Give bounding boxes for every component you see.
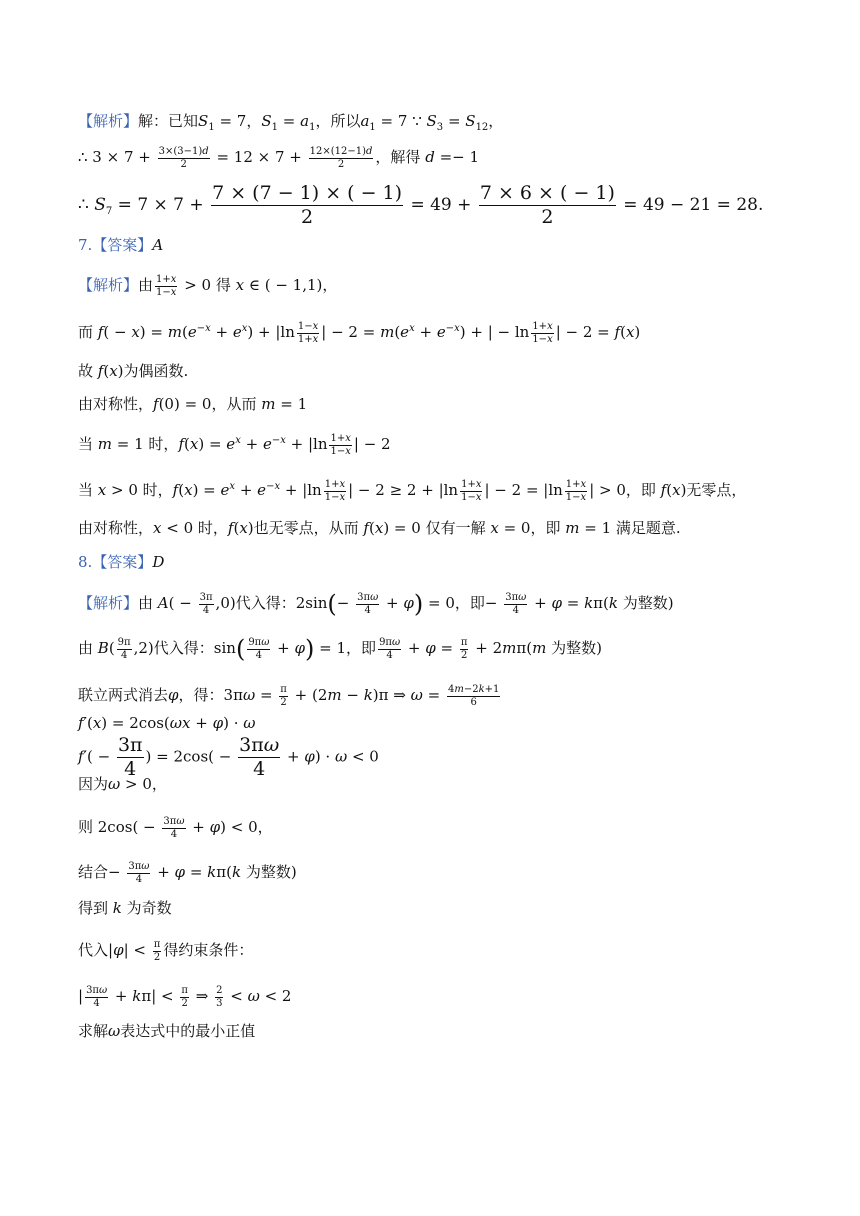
- solution-line-10: 当 x > 0 时，$f(x) = e^x + e^{-x} + |\ln$ $\frac{1+x}{1-x}$ | − 2 ≥ 2 + |ln $\frac{1+x}{1-x}$ | − 2 = |ln $\frac{1+x}{1-x}$ | > 0，即 f(x)无零点，: [78, 479, 747, 503]
- solution-line-14: 由 B( $\frac{9\pi}{4}$ ,2)代入得：sin( $\frac{9\pi\omega}{4}$ + φ) = 1，即 $\frac{9\pi\omega}{4}$ + φ = $\frac{\pi}{2}$ + 2mπ(m 为整数): [78, 635, 602, 663]
- solution-line-22: 代入|φ| < $\frac{\pi}{2}$ 得约束条件：: [78, 939, 254, 963]
- answer-8: 8.【答案】D: [78, 553, 165, 571]
- solution-line-5: 【解析】由 $\frac{1+x}{1-x}$ > 0 得 x ∈ ( − 1,1)，: [78, 274, 338, 298]
- solution-line-23: | $\frac{3\pi\omega}{4}$ + kπ| < $\frac{\pi}{2}$ ⇒ $\frac{2}{3}$ < ω < 2: [78, 985, 292, 1009]
- solution-line-6: 而 $f( - x) = m(e^{-x} + e^x) + |\ln$ $\frac{1-x}{1+x}$ | − $2 = m(e^x + e^{-x})$ + | − ln $\frac{1+x}{1-x}$ | − 2 = f(x): [78, 321, 641, 345]
- solution-line-21: 得到 k 为奇数: [78, 899, 172, 917]
- solution-line-20: 结合− $\frac{3\pi\omega}{4}$ + φ = kπ(k 为整数): [78, 861, 297, 885]
- answer-7: 7.【答案】A: [78, 236, 164, 254]
- solution-line-17: f′( − $\frac{3\pi}{4}$ ) = 2cos( − $\frac{3\pi\omega}{4}$ + φ) · ω < 0: [78, 734, 379, 780]
- solution-line-16: f′(x) = 2cos(ωx + φ) · ω: [78, 714, 256, 732]
- solution-line-24: 求解ω表达式中的最小正值: [78, 1022, 256, 1040]
- solution-line-9: 当 m = 1 时，$f(x) = e^x + e^{-x} + |\ln$ $\frac{1+x}{1-x}$ | − 2: [78, 433, 391, 457]
- solution-line-3: ∴ $S_7 = 7 \times 7$ + $\frac{7 \times (7 - 1) \times ( - 1)}{2}$ = 49 + $\frac{7 \times 6 \times ( - 1)}{2}$ = 49 − 21 = 28.: [78, 182, 764, 228]
- solution-line-13: 【解析】由 A( − $\frac{3\pi}{4}$ ,0)代入得：2sin(− $\frac{3\pi\omega}{4}$ + φ) = 0，即− $\frac{3\pi\omega}{4}$ + φ = kπ(k 为整数): [78, 590, 674, 618]
- solution-line-1: 【解析】解：已知$S_1 = 7$，$S_1 = a_1$，所以$a_1 = 7$ ∵ $S_3 = S_{12}$，: [78, 112, 504, 133]
- solution-line-7: 故 f(x)为偶函数.: [78, 362, 189, 380]
- solution-line-15: 联立两式消去φ，得：3πω = $\frac{\pi}{2}$ + (2m − k)π ⇒ ω = $\frac{4m-2k+1}{6}$: [78, 684, 500, 708]
- solution-line-18: 因为ω > 0，: [78, 775, 167, 793]
- solution-line-11: 由对称性，x < 0 时，f(x)也无零点，从而 f(x) = 0 仅有一解 x = 0，即 m = 1 满足题意.: [78, 519, 681, 537]
- solution-line-19: 则 2cos( − $\frac{3\pi\omega}{4}$ + φ) < 0，: [78, 816, 273, 840]
- solution-line-2: ∴ 3 × 7 + $\frac{3\times(3-1)d}{2}$ = 12 × 7 + $\frac{12\times(12-1)d}{2}$ ，解得 d =− 1: [78, 146, 480, 170]
- solution-line-8: 由对称性，f(0) = 0，从而 m = 1: [78, 395, 308, 413]
